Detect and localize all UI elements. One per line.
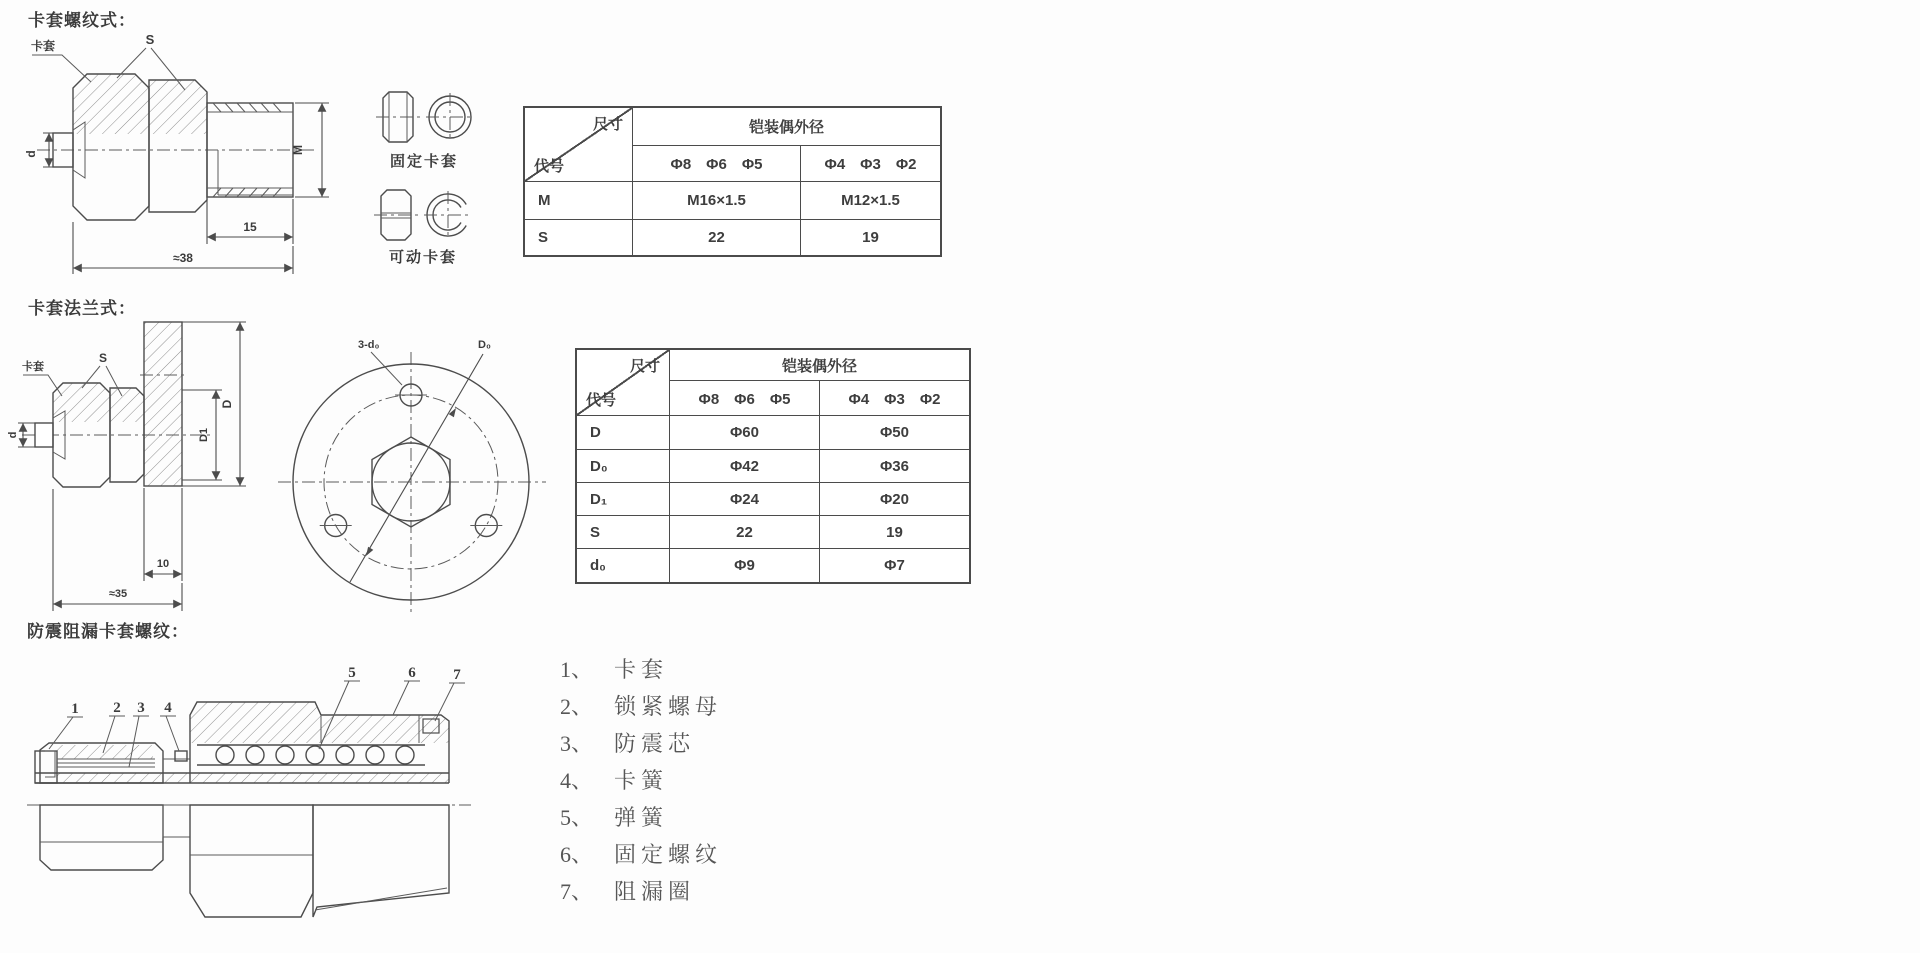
- leader-holes: [358, 339, 402, 385]
- row-d0-value2: Φ7: [819, 548, 969, 582]
- legend-item-2: [560, 687, 722, 724]
- fitting-hatch: [73, 74, 207, 134]
- row-code-D1: D₁: [577, 482, 669, 515]
- row-M-value1: M16×1.5: [632, 181, 800, 219]
- legend-text-5: 弹簧: [614, 805, 669, 830]
- ferrule-label: 卡套: [31, 39, 56, 53]
- row-code-S: S: [525, 219, 632, 255]
- dim-label-d: d: [24, 150, 38, 158]
- row-D-value1: Φ60: [669, 415, 819, 449]
- legend-num-6: 6、: [560, 842, 594, 867]
- dim-label-M: M: [291, 145, 305, 155]
- dim-label-D1: D1: [198, 427, 210, 443]
- flange-spec-table: [575, 348, 971, 584]
- legend-num-2: 2、: [560, 694, 594, 719]
- callout-7: 7: [453, 667, 461, 683]
- parts-legend: [560, 650, 722, 909]
- dimension-D1: [182, 390, 222, 480]
- antivibration-section-drawing: [25, 655, 475, 927]
- section-title-threaded: 卡套螺纹式：: [28, 11, 136, 30]
- legend-text-4: 卡簧: [614, 768, 669, 793]
- row-d0-value1: Φ9: [669, 548, 819, 582]
- corner-code-label: 代号: [534, 158, 565, 175]
- section-title-flange: 卡套法兰式：: [28, 299, 136, 318]
- row-code-M: M: [525, 181, 632, 219]
- row-M-value2: M12×1.5: [800, 181, 940, 219]
- callout-5: 5: [348, 665, 356, 681]
- dim-label-15: 15: [243, 220, 257, 234]
- dim-label-38: ≈38: [173, 251, 193, 265]
- dimension-10: [144, 488, 182, 581]
- callout-1: 1: [71, 701, 79, 717]
- diameter-group2-cell: Φ4 Φ3 Φ2: [800, 145, 940, 181]
- legend-num-4: 4、: [560, 768, 594, 793]
- diameter-group1-cell: Φ8 Φ6 Φ5: [632, 145, 800, 181]
- row-code-D: D: [577, 415, 669, 449]
- legend-item-1: [560, 650, 722, 687]
- legend-text-2: 锁紧螺母: [614, 694, 723, 719]
- legend-text-7: 阻漏圈: [614, 879, 696, 904]
- corner2-size-label: 尺寸: [629, 358, 660, 375]
- movable-ferrule-caption: 可动卡套: [389, 249, 458, 266]
- span-header2-cell: 铠装偶外径: [669, 350, 969, 380]
- legend-num-1: 1、: [560, 657, 594, 682]
- dimension-15: [207, 199, 293, 244]
- s-label: S: [145, 32, 155, 47]
- legend-item-6: [560, 835, 722, 872]
- spring-coils: [216, 746, 414, 764]
- bolt-circle-label: D₀: [478, 339, 491, 351]
- flange-hatch: [53, 322, 182, 486]
- table-corner-cell: [525, 108, 632, 181]
- legend-text-3: 防震芯: [614, 731, 696, 756]
- row-D0-value1: Φ42: [669, 449, 819, 482]
- legend-item-3: [560, 724, 722, 761]
- fixed-ferrule-icon: [376, 86, 480, 150]
- flange-front-view-drawing: [272, 332, 552, 622]
- row-D1-value1: Φ24: [669, 482, 819, 515]
- legend-item-7: [560, 872, 722, 909]
- row-S-value1: 22: [632, 219, 800, 255]
- callout-6: 6: [408, 665, 416, 681]
- dimension-D0: [350, 339, 491, 582]
- lower-assembly-outline: [40, 805, 449, 917]
- dim-label-d-2: d: [7, 431, 19, 439]
- row-S-value2: 19: [800, 219, 940, 255]
- threaded-spec-table: [523, 106, 942, 257]
- callout-4: 4: [164, 700, 172, 716]
- span-header-cell: 铠装偶外径: [632, 108, 940, 145]
- row-S2-value1: 22: [669, 515, 819, 548]
- callout-2: 2: [113, 700, 121, 716]
- flange-fitting-side-drawing: [7, 318, 260, 618]
- ferrule-label-2: 卡套: [22, 361, 44, 373]
- dim-label-10: 10: [156, 558, 170, 570]
- dimension-38: [73, 222, 293, 274]
- threaded-fitting-drawing: [15, 30, 337, 282]
- legend-text-1: 卡套: [614, 657, 669, 682]
- leader-ferrule: [31, 38, 91, 82]
- callout-3: 3: [137, 700, 145, 716]
- row-D-value2: Φ50: [819, 415, 969, 449]
- legend-num-5: 5、: [560, 805, 594, 830]
- corner2-code-label: 代号: [586, 392, 617, 409]
- row-D1-value2: Φ20: [819, 482, 969, 515]
- legend-item-5: [560, 798, 722, 835]
- row-S2-value2: 19: [819, 515, 969, 548]
- row-code-d0: d₀: [577, 548, 669, 582]
- movable-ferrule-icon: [374, 184, 478, 248]
- row-code-D0: D₀: [577, 449, 669, 482]
- row-D0-value2: Φ36: [819, 449, 969, 482]
- section-title-antivibration: 防震阻漏卡套螺纹：: [27, 622, 189, 641]
- dimension-35: [53, 489, 182, 611]
- s-label-2: S: [98, 351, 108, 365]
- corner-size-label: 尺寸: [592, 116, 623, 133]
- legend-text-6: 固定螺纹: [614, 842, 723, 867]
- diameter2-group2-cell: Φ4 Φ3 Φ2: [819, 380, 969, 415]
- legend-num-7: 7、: [560, 879, 594, 904]
- dimension-D: [182, 322, 246, 486]
- row-code-S2: S: [577, 515, 669, 548]
- flange-circles: [278, 352, 546, 616]
- legend-num-3: 3、: [560, 731, 594, 756]
- fixed-ferrule-caption: 固定卡套: [390, 153, 459, 170]
- table2-corner-cell: [577, 350, 669, 415]
- legend-item-4: [560, 761, 722, 798]
- diameter2-group1-cell: Φ8 Φ6 Φ5: [669, 380, 819, 415]
- holes-label: 3-d₀: [358, 339, 380, 351]
- dim-label-D: D: [220, 399, 234, 409]
- dim-label-35: ≈35: [108, 588, 128, 600]
